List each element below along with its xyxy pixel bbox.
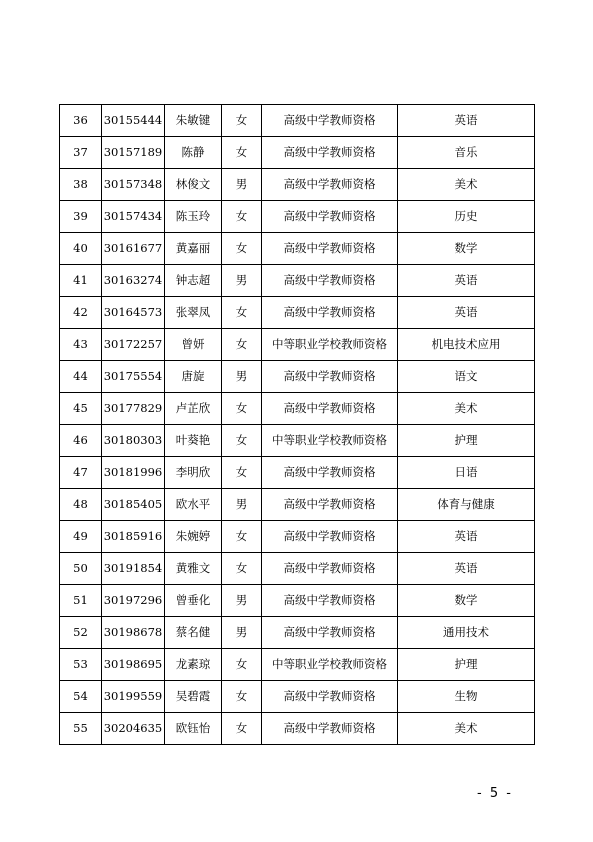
gender-cell: 男: [222, 617, 262, 649]
gender-cell: 男: [222, 265, 262, 297]
subject-cell: 体育与健康: [398, 489, 535, 521]
name-cell: 叶葵艳: [165, 425, 222, 457]
page-number: - 5 -: [477, 786, 513, 801]
qualification-cell: 中等职业学校教师资格: [262, 649, 398, 681]
table-row: [60, 361, 535, 393]
subject-cell: 机电技术应用: [398, 329, 535, 361]
row-index-cell: 50: [60, 553, 102, 585]
candidate-id-cell: 30155444: [102, 105, 165, 137]
candidate-id-cell: 30197296: [102, 585, 165, 617]
row-index-cell: 44: [60, 361, 102, 393]
qualification-cell: 高级中学教师资格: [262, 105, 398, 137]
qualification-cell: 高级中学教师资格: [262, 457, 398, 489]
candidate-id-cell: 30191854: [102, 553, 165, 585]
row-index-cell: 40: [60, 233, 102, 265]
qualification-cell: 高级中学教师资格: [262, 169, 398, 201]
candidate-id-cell: 30181996: [102, 457, 165, 489]
row-index-cell: 54: [60, 681, 102, 713]
name-cell: 陈静: [165, 137, 222, 169]
subject-cell: 历史: [398, 201, 535, 233]
subject-cell: 美术: [398, 393, 535, 425]
row-index-cell: 45: [60, 393, 102, 425]
candidate-id-cell: 30198695: [102, 649, 165, 681]
row-index-cell: 42: [60, 297, 102, 329]
table-row: [60, 393, 535, 425]
gender-cell: 男: [222, 361, 262, 393]
table-row: [60, 265, 535, 297]
table-row: [60, 617, 535, 649]
name-cell: 曾妍: [165, 329, 222, 361]
gender-cell: 女: [222, 553, 262, 585]
qualification-cell: 高级中学教师资格: [262, 393, 398, 425]
name-cell: 钟志超: [165, 265, 222, 297]
table-row: [60, 713, 535, 745]
table-row: [60, 297, 535, 329]
subject-cell: 护理: [398, 649, 535, 681]
row-index-cell: 51: [60, 585, 102, 617]
candidate-id-cell: 30177829: [102, 393, 165, 425]
candidate-id-cell: 30163274: [102, 265, 165, 297]
name-cell: 黄雅文: [165, 553, 222, 585]
name-cell: 龙素琼: [165, 649, 222, 681]
name-cell: 唐旋: [165, 361, 222, 393]
table-row: [60, 649, 535, 681]
row-index-cell: 36: [60, 105, 102, 137]
row-index-cell: 48: [60, 489, 102, 521]
roster-table: [59, 104, 535, 745]
row-index-cell: 46: [60, 425, 102, 457]
name-cell: 蔡名健: [165, 617, 222, 649]
row-index-cell: 55: [60, 713, 102, 745]
table-row: [60, 105, 535, 137]
table-row: [60, 521, 535, 553]
subject-cell: 美术: [398, 169, 535, 201]
candidate-id-cell: 30172257: [102, 329, 165, 361]
subject-cell: 通用技术: [398, 617, 535, 649]
table-row: [60, 201, 535, 233]
name-cell: 欧钰怡: [165, 713, 222, 745]
gender-cell: 女: [222, 105, 262, 137]
subject-cell: 语文: [398, 361, 535, 393]
table-row: [60, 169, 535, 201]
name-cell: 吴碧霞: [165, 681, 222, 713]
candidate-id-cell: 30161677: [102, 233, 165, 265]
candidate-id-cell: 30185916: [102, 521, 165, 553]
table-row: [60, 489, 535, 521]
table-row: [60, 425, 535, 457]
candidate-id-cell: 30157348: [102, 169, 165, 201]
gender-cell: 女: [222, 201, 262, 233]
gender-cell: 女: [222, 233, 262, 265]
candidate-id-cell: 30199559: [102, 681, 165, 713]
name-cell: 卢芷欣: [165, 393, 222, 425]
qualification-cell: 高级中学教师资格: [262, 553, 398, 585]
name-cell: 陈玉玲: [165, 201, 222, 233]
qualification-cell: 高级中学教师资格: [262, 297, 398, 329]
name-cell: 曾垂化: [165, 585, 222, 617]
gender-cell: 女: [222, 425, 262, 457]
row-index-cell: 52: [60, 617, 102, 649]
qualification-cell: 高级中学教师资格: [262, 521, 398, 553]
table-row: [60, 329, 535, 361]
gender-cell: 男: [222, 585, 262, 617]
candidate-id-cell: 30204635: [102, 713, 165, 745]
candidate-id-cell: 30180303: [102, 425, 165, 457]
subject-cell: 英语: [398, 105, 535, 137]
row-index-cell: 39: [60, 201, 102, 233]
candidate-id-cell: 30157189: [102, 137, 165, 169]
qualification-cell: 高级中学教师资格: [262, 489, 398, 521]
candidate-id-cell: 30157434: [102, 201, 165, 233]
gender-cell: 男: [222, 169, 262, 201]
gender-cell: 女: [222, 681, 262, 713]
table-row: [60, 681, 535, 713]
gender-cell: 女: [222, 137, 262, 169]
qualification-cell: 高级中学教师资格: [262, 713, 398, 745]
row-index-cell: 43: [60, 329, 102, 361]
gender-cell: 女: [222, 393, 262, 425]
qualification-cell: 高级中学教师资格: [262, 361, 398, 393]
row-index-cell: 53: [60, 649, 102, 681]
qualification-cell: 高级中学教师资格: [262, 617, 398, 649]
name-cell: 朱敏键: [165, 105, 222, 137]
subject-cell: 英语: [398, 553, 535, 585]
qualification-cell: 高级中学教师资格: [262, 137, 398, 169]
roster-table-body: [60, 105, 535, 745]
subject-cell: 美术: [398, 713, 535, 745]
gender-cell: 女: [222, 649, 262, 681]
qualification-cell: 高级中学教师资格: [262, 585, 398, 617]
name-cell: 张翠凤: [165, 297, 222, 329]
gender-cell: 女: [222, 713, 262, 745]
name-cell: 欧水平: [165, 489, 222, 521]
row-index-cell: 47: [60, 457, 102, 489]
subject-cell: 数学: [398, 233, 535, 265]
subject-cell: 生物: [398, 681, 535, 713]
row-index-cell: 49: [60, 521, 102, 553]
candidate-id-cell: 30198678: [102, 617, 165, 649]
gender-cell: 女: [222, 457, 262, 489]
gender-cell: 女: [222, 297, 262, 329]
table-row: [60, 457, 535, 489]
gender-cell: 女: [222, 329, 262, 361]
subject-cell: 日语: [398, 457, 535, 489]
table-row: [60, 585, 535, 617]
qualification-cell: 高级中学教师资格: [262, 201, 398, 233]
table-row: [60, 137, 535, 169]
candidate-id-cell: 30164573: [102, 297, 165, 329]
subject-cell: 英语: [398, 521, 535, 553]
qualification-cell: 中等职业学校教师资格: [262, 425, 398, 457]
name-cell: 林俊文: [165, 169, 222, 201]
row-index-cell: 41: [60, 265, 102, 297]
subject-cell: 护理: [398, 425, 535, 457]
qualification-cell: 高级中学教师资格: [262, 233, 398, 265]
subject-cell: 音乐: [398, 137, 535, 169]
candidate-id-cell: 30175554: [102, 361, 165, 393]
qualification-cell: 中等职业学校教师资格: [262, 329, 398, 361]
subject-cell: 英语: [398, 265, 535, 297]
table-row: [60, 553, 535, 585]
gender-cell: 女: [222, 521, 262, 553]
name-cell: 朱婉婷: [165, 521, 222, 553]
name-cell: 黄嘉丽: [165, 233, 222, 265]
row-index-cell: 38: [60, 169, 102, 201]
subject-cell: 数学: [398, 585, 535, 617]
qualification-cell: 高级中学教师资格: [262, 265, 398, 297]
gender-cell: 男: [222, 489, 262, 521]
name-cell: 李明欣: [165, 457, 222, 489]
table-row: [60, 233, 535, 265]
subject-cell: 英语: [398, 297, 535, 329]
candidate-id-cell: 30185405: [102, 489, 165, 521]
row-index-cell: 37: [60, 137, 102, 169]
qualification-cell: 高级中学教师资格: [262, 681, 398, 713]
